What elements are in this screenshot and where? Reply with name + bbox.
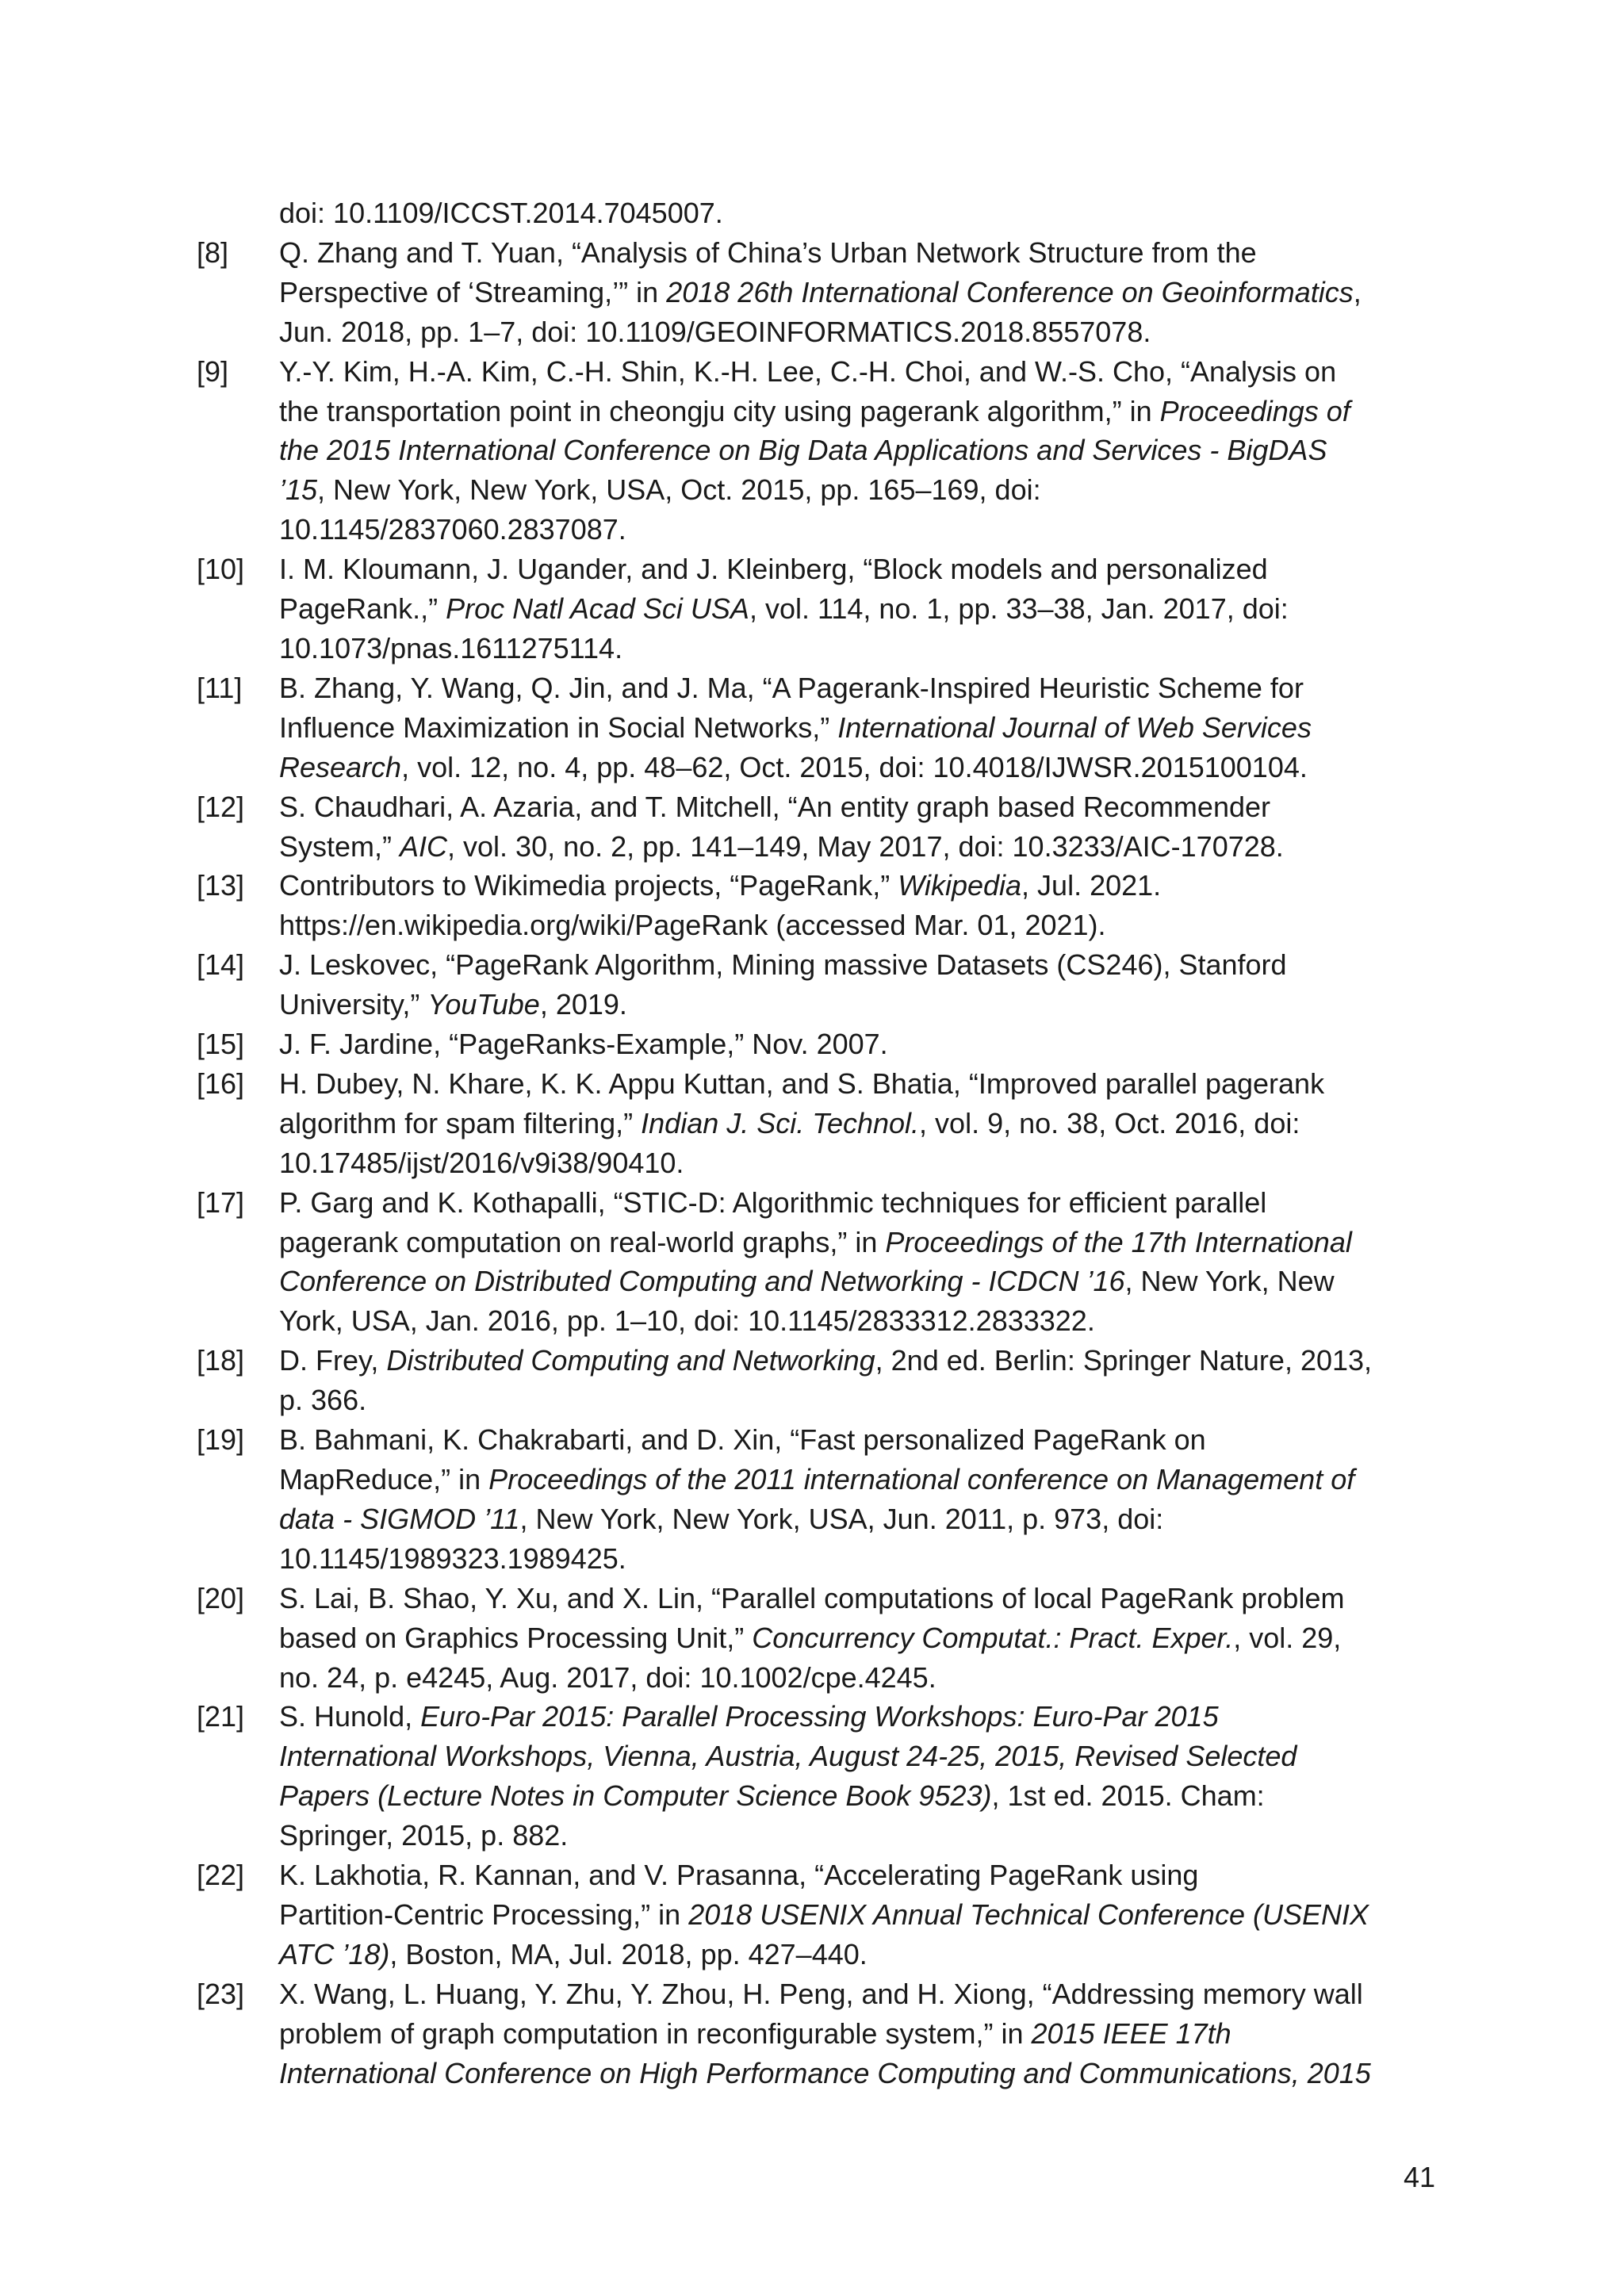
text-segment: , Jul. 2021. (1021, 869, 1162, 902)
reference-line (279, 1539, 1450, 1579)
reference-line (279, 1341, 1450, 1381)
reference-list (197, 193, 1450, 2093)
text-segment: S. Chaudhari, A. Azaria, and T. Mitchell, “An entity graph based Recommender (279, 790, 1270, 823)
reference-line (279, 2054, 1450, 2093)
text-segment: , 2019. (539, 988, 627, 1021)
reference-entry (197, 1420, 1450, 1579)
text-segment: Influence Maximization in Social Networks,” (279, 710, 838, 744)
reference-number: [13] (197, 869, 245, 902)
reference-line (279, 510, 1450, 550)
text-segment: no. 24, p. e4245, Aug. 2017, doi: 10.1002/cpe.4245. (279, 1660, 936, 1694)
reference-entry (197, 233, 1450, 352)
text-segment: H. Dubey, N. Khare, K. K. Appu Kuttan, and S. Bhatia, “Improved parallel pagerank (279, 1067, 1325, 1100)
text-segment: doi: 10.1109/ICCST.2014.7045007. (279, 197, 723, 229)
text-segment: , vol. 30, no. 2, pp. 141–149, May 2017, doi: 10.3233/AIC-170728. (447, 829, 1284, 863)
italic-text: Research (279, 750, 402, 783)
text-segment: Partition-Centric Processing,” in (279, 1898, 689, 1931)
reference-line (279, 1301, 1450, 1341)
text-segment: , (1353, 275, 1362, 308)
italic-text: YouTube (427, 988, 540, 1021)
reference-line (279, 827, 1450, 867)
text-segment: K. Lakhotia, R. Kannan, and V. Prasanna, “Accelerating PageRank using (279, 1859, 1199, 1892)
text-segment: 10.1145/2837060.2837087. (279, 513, 626, 546)
reference-line (279, 1658, 1450, 1698)
reference-entry (197, 1183, 1450, 1342)
italic-text: 2015 IEEE 17th (1031, 2016, 1231, 2050)
reference-entry (197, 787, 1450, 867)
reference-line (279, 233, 1450, 273)
italic-text: ATC ’18) (279, 1937, 390, 1970)
text-segment: 10.1145/1989323.1989425. (279, 1541, 626, 1575)
text-segment: Q. Zhang and T. Yuan, “Analysis of China’s Urban Network Structure from the (279, 236, 1257, 269)
reference-line (279, 550, 1450, 589)
reference-line (279, 1499, 1450, 1539)
reference-line (279, 1776, 1450, 1816)
reference-line (279, 748, 1450, 787)
reference-line (279, 589, 1450, 629)
reference-continuation (197, 193, 1450, 233)
text-segment: the transportation point in cheongju city using pagerank algorithm,” in (279, 394, 1160, 427)
text-segment: Jun. 2018, pp. 1–7, doi: 10.1109/GEOINFORMATICS.2018.8557078. (279, 315, 1151, 348)
reference-line (279, 668, 1450, 708)
text-segment: , vol. 9, no. 38, Oct. 2016, doi: (919, 1106, 1300, 1139)
text-segment: York, USA, Jan. 2016, pp. 1–10, doi: 10.1145/2833312.2833322. (279, 1304, 1095, 1338)
text-segment: B. Zhang, Y. Wang, Q. Jin, and J. Ma, “A Pagerank-Inspired Heuristic Scheme for (279, 671, 1304, 704)
reference-line (279, 1697, 1450, 1737)
references-container (197, 233, 1450, 2093)
reference-number: [8] (197, 236, 229, 269)
text-segment: , New York, New York, USA, Jun. 2011, p. 973, doi: (519, 1502, 1164, 1535)
reference-line (279, 945, 1450, 985)
italic-text: ’15 (279, 473, 318, 507)
reference-entry (197, 550, 1450, 668)
reference-line (279, 1223, 1450, 1262)
reference-line (279, 1183, 1450, 1223)
text-segment: Y.-Y. Kim, H.-A. Kim, C.-H. Shin, K.-H. Lee, C.-H. Choi, and W.-S. Cho, “Analysis on (279, 354, 1337, 388)
reference-number: [10] (197, 553, 245, 586)
reference-line (279, 431, 1450, 470)
text-segment: https://en.wikipedia.org/wiki/PageRank (accessed Mar. 01, 2021). (279, 909, 1106, 942)
reference-line (279, 392, 1450, 431)
text-segment: p. 366. (279, 1384, 367, 1417)
italic-text: the 2015 International Conference on Big Data Applications and Services - BigDAS (279, 434, 1327, 467)
reference-number: [20] (197, 1581, 245, 1614)
reference-line (279, 193, 1450, 233)
italic-text: Wikipedia (898, 869, 1022, 902)
italic-text: 2018 26th International Conference on Geoinformatics (666, 275, 1354, 308)
reference-entry (197, 1697, 1450, 1855)
reference-entry (197, 866, 1450, 945)
text-segment: Springer, 2015, p. 882. (279, 1819, 569, 1852)
reference-line (279, 1974, 1450, 2014)
page-number: 41 (1403, 2161, 1435, 2193)
italic-text: International Journal of Web Services (837, 710, 1312, 744)
text-segment: University,” (279, 988, 428, 1021)
reference-line (279, 1579, 1450, 1618)
italic-text: Concurrency Computat.: Pract. Exper. (752, 1621, 1234, 1654)
text-segment: algorithm for spam filtering,” (279, 1106, 642, 1139)
text-segment: X. Wang, L. Huang, Y. Zhu, Y. Zhou, H. Peng, and H. Xiong, “Addressing memory wall (279, 1977, 1363, 2010)
text-segment: , vol. 12, no. 4, pp. 48–62, Oct. 2015, doi: 10.4018/IJWSR.2015100104. (401, 750, 1308, 783)
italic-text: Proc Natl Acad Sci USA (446, 592, 749, 626)
reference-entry (197, 1855, 1450, 1974)
reference-entry (197, 1579, 1450, 1698)
reference-entry (197, 1341, 1450, 1420)
reference-line (279, 1064, 1450, 1104)
reference-line (279, 1895, 1450, 1935)
italic-text: AIC (400, 829, 448, 863)
text-segment: , 2nd ed. Berlin: Springer Nature, 2013, (875, 1344, 1373, 1377)
text-segment: based on Graphics Processing Unit,” (279, 1621, 753, 1654)
text-segment: D. Frey, (279, 1344, 387, 1377)
reference-number: [21] (197, 1700, 245, 1733)
text-segment: J. F. Jardine, “PageRanks-Example,” Nov. 2007. (279, 1028, 888, 1061)
text-segment: S. Hunold, (279, 1700, 421, 1733)
text-segment: I. M. Kloumann, J. Ugander, and J. Kleinberg, “Block models and personalized (279, 553, 1268, 586)
text-segment: Perspective of ‘Streaming,’” in (279, 275, 667, 308)
text-segment: PageRank.,” (279, 592, 446, 626)
reference-line (279, 2014, 1450, 2054)
reference-number: [12] (197, 790, 245, 823)
reference-line (279, 470, 1450, 510)
text-segment: , 1st ed. 2015. Cham: (991, 1779, 1265, 1813)
reference-line (279, 985, 1450, 1024)
reference-line (279, 1855, 1450, 1895)
italic-text: Conference on Distributed Computing and Networking - ICDCN ’16 (279, 1265, 1125, 1298)
reference-line (279, 1737, 1450, 1776)
reference-line (279, 1618, 1450, 1658)
reference-line (279, 352, 1450, 392)
reference-line (279, 1104, 1450, 1143)
reference-number: [17] (197, 1185, 245, 1219)
reference-number: [18] (197, 1344, 245, 1377)
text-segment: 10.1073/pnas.1611275114. (279, 631, 623, 664)
reference-entry (197, 668, 1450, 787)
italic-text: Papers (Lecture Notes in Computer Science Book 9523) (279, 1779, 992, 1813)
text-segment: , vol. 114, no. 1, pp. 33–38, Jan. 2017, doi: (749, 592, 1289, 626)
text-segment: , New York, New (1124, 1265, 1335, 1298)
reference-number: [15] (197, 1028, 245, 1061)
text-segment: S. Lai, B. Shao, Y. Xu, and X. Lin, “Parallel computations of local PageRank problem (279, 1581, 1345, 1614)
italic-text: Indian J. Sci. Technol. (641, 1106, 920, 1139)
reference-line (279, 1816, 1450, 1855)
reference-line (279, 1381, 1450, 1420)
italic-text: International Workshops, Vienna, Austria, August 24-25, 2015, Revised Selected (279, 1740, 1297, 1773)
reference-entry (197, 1024, 1450, 1064)
italic-text: Proceedings of the 2011 international conference on Management of (488, 1463, 1355, 1496)
text-segment: , vol. 29, (1233, 1621, 1342, 1654)
reference-line (279, 1143, 1450, 1183)
text-segment: pagerank computation on real-world graphs,” in (279, 1225, 886, 1258)
reference-number: [16] (197, 1067, 245, 1100)
reference-line (279, 1262, 1450, 1301)
reference-line (279, 708, 1450, 748)
reference-line (279, 273, 1450, 312)
reference-number: [14] (197, 948, 245, 982)
reference-line (279, 312, 1450, 352)
italic-text: Distributed Computing and Networking (386, 1344, 875, 1377)
reference-line (279, 787, 1450, 827)
italic-text: data - SIGMOD ’11 (279, 1502, 520, 1535)
reference-entry (197, 1974, 1450, 2093)
text-segment: problem of graph computation in reconfigurable system,” in (279, 2016, 1032, 2050)
reference-line (279, 906, 1450, 945)
reference-line (279, 866, 1450, 906)
italic-text: 2018 USENIX Annual Technical Conference (USENIX (688, 1898, 1369, 1931)
reference-line (279, 1935, 1450, 1974)
italic-text: International Conference on High Performance Computing and Communications, 2015 (279, 2056, 1371, 2089)
reference-line (279, 1460, 1450, 1499)
text-segment: J. Leskovec, “PageRank Algorithm, Mining massive Datasets (CS246), Stanford (279, 948, 1287, 982)
reference-entry (197, 945, 1450, 1024)
reference-number: [22] (197, 1859, 245, 1892)
italic-text: Proceedings of (1159, 394, 1350, 427)
text-segment: P. Garg and K. Kothapalli, “STIC-D: Algorithmic techniques for efficient parallel (279, 1185, 1267, 1219)
reference-entry (197, 352, 1450, 550)
reference-line (279, 1420, 1450, 1460)
text-segment: 10.17485/ijst/2016/v9i38/90410. (279, 1146, 684, 1179)
reference-entry (197, 1064, 1450, 1183)
text-segment: , Boston, MA, Jul. 2018, pp. 427–440. (389, 1937, 868, 1970)
reference-number: [11] (197, 671, 243, 704)
reference-number: [23] (197, 1977, 245, 2010)
text-segment: MapReduce,” in (279, 1463, 489, 1496)
reference-number: [9] (197, 354, 229, 388)
reference-line (279, 1024, 1450, 1064)
text-segment: , New York, New York, USA, Oct. 2015, pp. 165–169, doi: (317, 473, 1041, 507)
text-segment: Contributors to Wikimedia projects, “PageRank,” (279, 869, 898, 902)
italic-text: Proceedings of the 17th International (885, 1225, 1352, 1258)
reference-number: [19] (197, 1423, 245, 1457)
text-segment: B. Bahmani, K. Chakrabarti, and D. Xin, “Fast personalized PageRank on (279, 1423, 1206, 1457)
reference-line (279, 629, 1450, 668)
italic-text: Euro-Par 2015: Parallel Processing Workshops: Euro-Par 2015 (420, 1700, 1219, 1733)
text-segment: System,” (279, 829, 400, 863)
